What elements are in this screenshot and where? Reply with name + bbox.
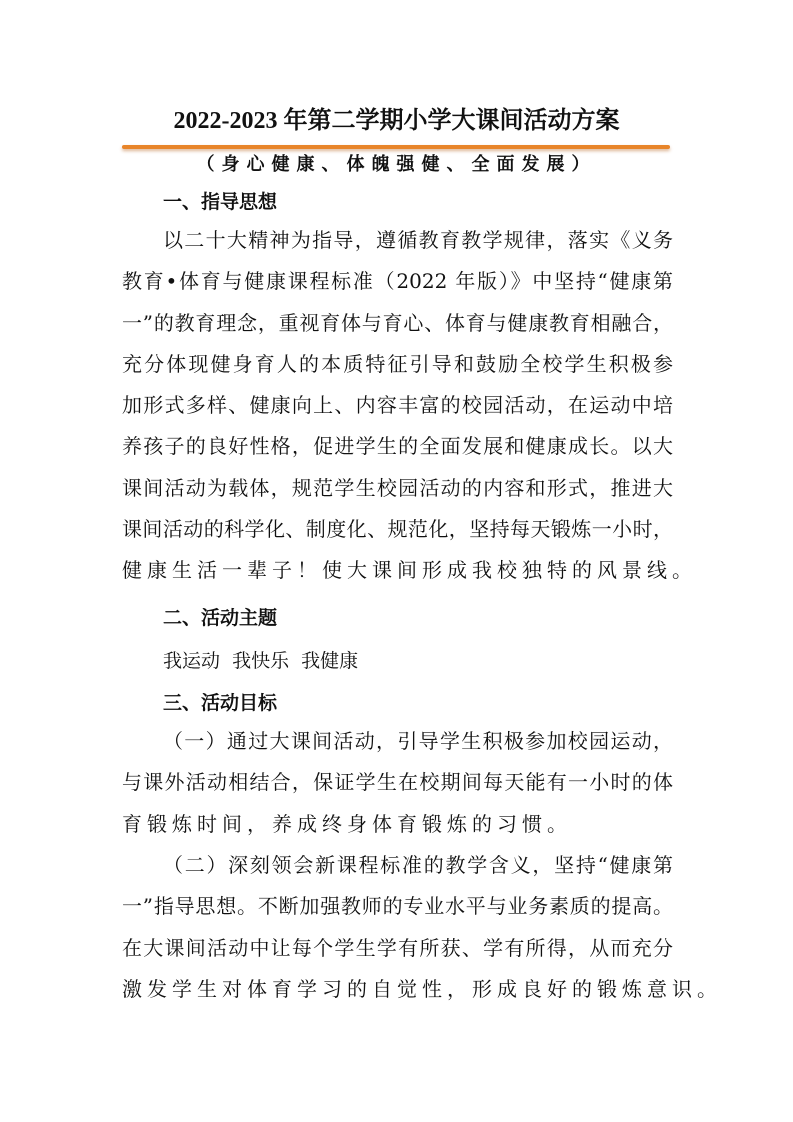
text-line: 课间活动的科学化、制度化、规范化，坚持每天锻炼一小时， bbox=[122, 517, 673, 542]
text-line: 育锻炼时间，养成终身体育锻炼的习惯。 bbox=[122, 811, 572, 836]
text-line: 充分体现健身育人的本质特征引导和鼓励全校学生积极参 bbox=[122, 351, 673, 376]
document-title: 2022-2023 年第二学期小学大课间活动方案 bbox=[173, 108, 620, 134]
text-line: 健康生活一辈子！使大课间形成我校独特的风景线。 bbox=[122, 558, 697, 583]
text-line: 一”的教育理念，重视育体与育心、体育与健康教育相融合， bbox=[122, 310, 673, 335]
text-line: 以二十大精神为指导，遵循教育教学规律，落实《义务 bbox=[163, 228, 673, 252]
text-line: （一）通过大课间活动，引导学生积极参加校园运动， bbox=[163, 729, 673, 753]
text-line: 教育•体育与健康课程标准（2022 年版）》中坚持“健康第 bbox=[122, 269, 673, 294]
theme-text: 我运动 我快乐 我健康 bbox=[163, 650, 359, 672]
text-line: 在大课间活动中让每个学生学有所获、学有所得，从而充分 bbox=[122, 935, 673, 960]
section-heading-goals: 三、活动目标 bbox=[163, 692, 278, 714]
text-line: 一”指导思想。不断加强教师的专业水平与业务素质的提高。 bbox=[122, 894, 673, 919]
text-line: 课间活动为载体，规范学生校园活动的内容和形式，推进大 bbox=[122, 475, 673, 500]
paragraph bbox=[122, 721, 673, 845]
text-line: 与课外活动相结合，保证学生在校期间每天能有一小时的体 bbox=[122, 770, 673, 795]
text-line: （二）深刻领会新课程标准的教学含义，坚持“健康第 bbox=[163, 853, 673, 877]
document-subtitle: （身心健康、体魄强健、全面发展） bbox=[196, 154, 597, 175]
section-heading-theme: 二、活动主题 bbox=[163, 607, 278, 629]
section-heading-guiding-ideology: 一、指导思想 bbox=[163, 191, 278, 213]
text-line: 养孩子的良好性格，促进学生的全面发展和健康成长。以大 bbox=[122, 434, 673, 459]
title-divider bbox=[122, 145, 670, 149]
paragraph bbox=[122, 845, 722, 1010]
paragraph bbox=[122, 220, 697, 592]
text-line: 加形式多样、健康向上、内容丰富的校园活动，在运动中培 bbox=[122, 393, 673, 418]
text-line: 激发学生对体育学习的自觉性，形成良好的锻炼意识。 bbox=[122, 976, 722, 1001]
